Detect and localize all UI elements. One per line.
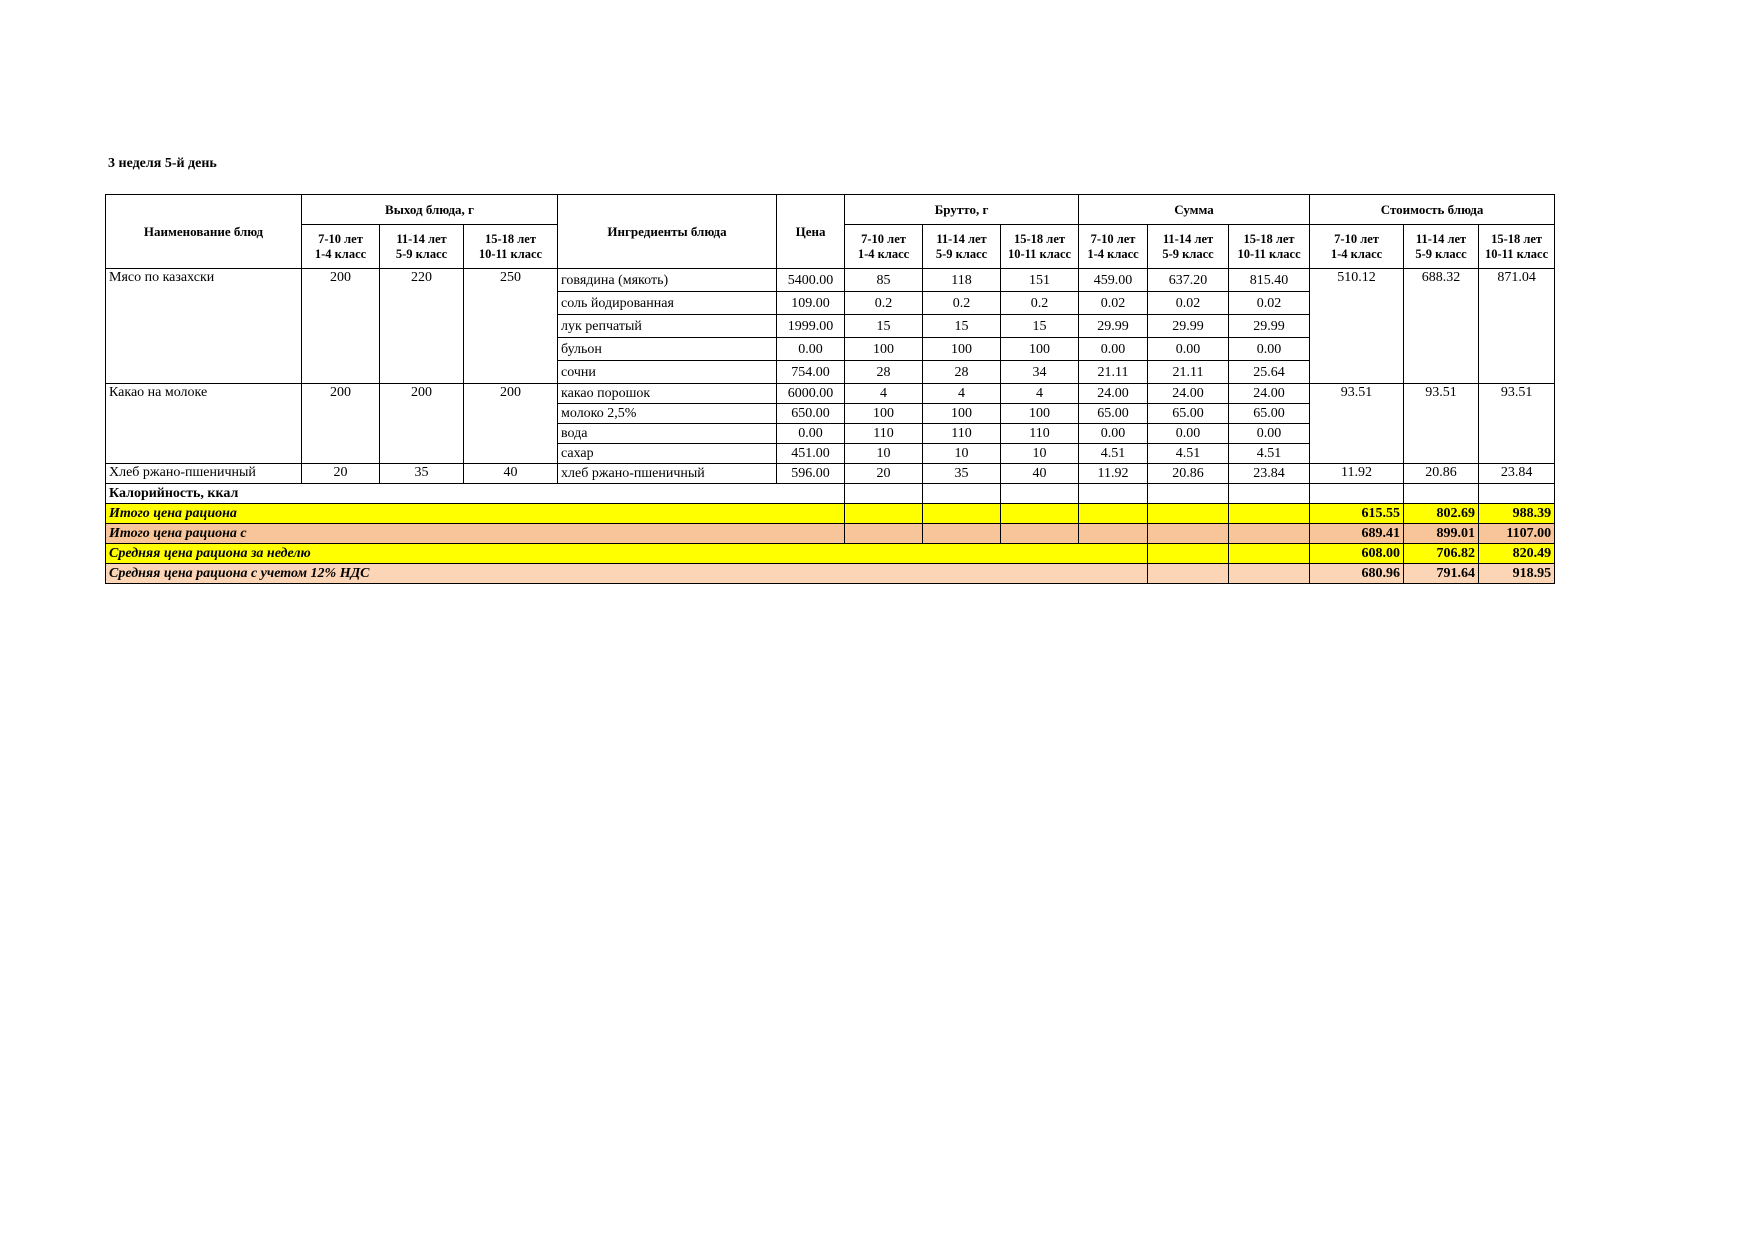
header-sum-age-3: [1229, 225, 1310, 269]
age-label: 11-14 лет: [1162, 231, 1214, 246]
class-label: 5-9 класс: [1415, 246, 1467, 261]
calories-cell: [1229, 484, 1310, 504]
ingredient-name: сахар: [558, 444, 777, 464]
ingredient-sum: 4.51: [1079, 444, 1148, 464]
age-label: 15-18 лет: [485, 231, 536, 246]
summary-row: [106, 524, 1555, 544]
ingredient-brutto: 4: [923, 384, 1001, 404]
header-dish-name: Наименование блюд: [106, 195, 302, 269]
ingredient-brutto: 100: [923, 404, 1001, 424]
age-label: 15-18 лет: [1491, 231, 1543, 246]
ingredient-sum: 11.92: [1079, 464, 1148, 484]
ingredient-sum: 24.00: [1079, 384, 1148, 404]
ingredient-brutto: 100: [845, 338, 923, 361]
ingredient-brutto: 4: [845, 384, 923, 404]
ingredient-sum: 0.00: [1229, 338, 1310, 361]
summary-value: 689.41: [1310, 524, 1404, 544]
class-label: 1-4 класс: [314, 246, 367, 261]
summary-blank: [1148, 524, 1229, 544]
summary-blank: [1229, 504, 1310, 524]
header-output-age-3: [464, 225, 558, 269]
ingredient-sum: 65.00: [1079, 404, 1148, 424]
ingredient-brutto: 10: [1001, 444, 1079, 464]
ingredient-sum: 29.99: [1229, 315, 1310, 338]
ingredient-sum: 65.00: [1229, 404, 1310, 424]
summary-blank: [845, 524, 923, 544]
ingredient-name: молоко 2,5%: [558, 404, 777, 424]
ingredient-sum: 0.00: [1229, 424, 1310, 444]
calories-cell: [923, 484, 1001, 504]
ingredient-brutto: 10: [923, 444, 1001, 464]
calories-label: Калорийность, ккал: [106, 484, 845, 504]
header-price: Цена: [777, 195, 845, 269]
ingredient-brutto: 28: [923, 361, 1001, 384]
summary-value: 608.00: [1310, 544, 1404, 564]
dish-output: 200: [302, 269, 380, 384]
ingredient-brutto: 100: [1001, 404, 1079, 424]
ingredient-price: 0.00: [777, 424, 845, 444]
ingredient-sum: 815.40: [1229, 269, 1310, 292]
summary-value: 820.49: [1479, 544, 1555, 564]
summary-blank: [1229, 564, 1310, 584]
dish-output: 250: [464, 269, 558, 384]
class-label: 1-4 класс: [857, 246, 910, 261]
ingredient-sum: 21.11: [1079, 361, 1148, 384]
summary-blank: [1148, 504, 1229, 524]
header-cost-age-2: [1404, 225, 1479, 269]
summary-label: Средняя цена рациона с учетом 12% НДС: [106, 564, 1148, 584]
dish-cost: 510.12: [1310, 269, 1404, 384]
ingredient-sum: 4.51: [1229, 444, 1310, 464]
dish-output: 20: [302, 464, 380, 484]
header-sum: Сумма: [1079, 195, 1310, 225]
summary-value: 899.01: [1404, 524, 1479, 544]
age-label: 7-10 лет: [318, 231, 363, 246]
class-label: 5-9 класс: [935, 246, 988, 261]
summary-label: Средняя цена рациона за неделю: [106, 544, 1148, 564]
summary-blank: [1079, 504, 1148, 524]
dish-cost: 93.51: [1479, 384, 1555, 464]
ingredient-brutto: 85: [845, 269, 923, 292]
ingredient-sum: 0.02: [1229, 292, 1310, 315]
ingredient-brutto: 15: [923, 315, 1001, 338]
header-brutto-age-1: [845, 225, 923, 269]
dish-output: 200: [302, 384, 380, 464]
header-cost-age-1: [1310, 225, 1404, 269]
ingredient-price: 0.00: [777, 338, 845, 361]
ingredient-brutto: 0.2: [923, 292, 1001, 315]
dish-output: 220: [380, 269, 464, 384]
ingredient-brutto: 20: [845, 464, 923, 484]
class-label: 5-9 класс: [1162, 246, 1214, 261]
ingredient-sum: 459.00: [1079, 269, 1148, 292]
calories-row: [106, 484, 1555, 504]
age-label: 11-14 лет: [1415, 231, 1467, 246]
ingredient-brutto: 100: [923, 338, 1001, 361]
summary-blank: [1001, 524, 1079, 544]
age-label: 11-14 лет: [396, 231, 447, 246]
dish-cost: 23.84: [1479, 464, 1555, 484]
class-label: 10-11 класс: [1007, 246, 1072, 261]
ingredient-sum: 25.64: [1229, 361, 1310, 384]
dish-cost: 871.04: [1479, 269, 1555, 384]
ingredient-brutto: 151: [1001, 269, 1079, 292]
calories-cell: [1404, 484, 1479, 504]
ingredient-sum: 21.11: [1148, 361, 1229, 384]
dish-cost: 93.51: [1404, 384, 1479, 464]
dish-name: Какао на молоке: [106, 384, 302, 464]
summary-value: 802.69: [1404, 504, 1479, 524]
summary-blank: [1148, 544, 1229, 564]
summary-row: [106, 544, 1555, 564]
ingredient-name: вода: [558, 424, 777, 444]
ingredient-brutto: 28: [845, 361, 923, 384]
summary-blank: [1079, 524, 1148, 544]
ingredient-brutto: 118: [923, 269, 1001, 292]
ingredient-sum: 4.51: [1148, 444, 1229, 464]
ingredient-price: 5400.00: [777, 269, 845, 292]
ingredient-sum: 0.00: [1148, 338, 1229, 361]
summary-blank: [845, 504, 923, 524]
ingredient-price: 6000.00: [777, 384, 845, 404]
ingredient-brutto: 0.2: [1001, 292, 1079, 315]
summary-row: [106, 564, 1555, 584]
summary-value: 988.39: [1479, 504, 1555, 524]
dish-name: Хлеб ржано-пшеничный: [106, 464, 302, 484]
ingredient-price: 451.00: [777, 444, 845, 464]
dish-cost: 20.86: [1404, 464, 1479, 484]
ingredient-sum: 0.02: [1079, 292, 1148, 315]
dish-output: 40: [464, 464, 558, 484]
summary-value: 615.55: [1310, 504, 1404, 524]
header-sum-age-1: [1079, 225, 1148, 269]
dish-cost: 688.32: [1404, 269, 1479, 384]
summary-blank: [1001, 504, 1079, 524]
ingredient-name: бульон: [558, 338, 777, 361]
class-label: 10-11 класс: [478, 246, 543, 261]
age-label: 7-10 лет: [1090, 231, 1136, 246]
ingredient-sum: 23.84: [1229, 464, 1310, 484]
ingredient-sum: 24.00: [1148, 384, 1229, 404]
header-cost: Стоимость блюда: [1310, 195, 1555, 225]
header-ingredients: Ингредиенты блюда: [558, 195, 777, 269]
ingredient-price: 109.00: [777, 292, 845, 315]
age-label: 7-10 лет: [861, 231, 906, 246]
ingredient-price: 650.00: [777, 404, 845, 424]
age-label: 7-10 лет: [1334, 231, 1379, 246]
summary-value: 1107.00: [1479, 524, 1555, 544]
ingredient-brutto: 100: [1001, 338, 1079, 361]
ingredient-brutto: 110: [1001, 424, 1079, 444]
dish-output: 200: [464, 384, 558, 464]
ingredient-price: 1999.00: [777, 315, 845, 338]
summary-blank: [1148, 564, 1229, 584]
table-row: [106, 464, 1555, 484]
ingredient-sum: 0.00: [1079, 338, 1148, 361]
ingredient-name: хлеб ржано-пшеничный: [558, 464, 777, 484]
ingredient-sum: 0.02: [1148, 292, 1229, 315]
ingredient-brutto: 35: [923, 464, 1001, 484]
header-sum-age-2: [1148, 225, 1229, 269]
summary-blank: [1229, 524, 1310, 544]
header-brutto-age-3: [1001, 225, 1079, 269]
ingredient-name: соль йодированная: [558, 292, 777, 315]
class-label: 5-9 класс: [395, 246, 448, 261]
age-label: 15-18 лет: [1014, 231, 1066, 246]
summary-row: [106, 504, 1555, 524]
ingredient-name: сочни: [558, 361, 777, 384]
table-row: [106, 269, 1555, 292]
ingredient-brutto: 34: [1001, 361, 1079, 384]
ingredient-sum: 0.00: [1148, 424, 1229, 444]
summary-value: 706.82: [1404, 544, 1479, 564]
header-output-age-2: [380, 225, 464, 269]
header-brutto-age-2: [923, 225, 1001, 269]
header-output-age-1: [302, 225, 380, 269]
ingredient-price: 754.00: [777, 361, 845, 384]
ingredient-sum: 65.00: [1148, 404, 1229, 424]
summary-blank: [923, 524, 1001, 544]
ingredient-sum: 29.99: [1079, 315, 1148, 338]
calories-cell: [1079, 484, 1148, 504]
ingredient-brutto: 0.2: [845, 292, 923, 315]
dish-cost: 11.92: [1310, 464, 1404, 484]
summary-blank: [923, 504, 1001, 524]
ingredient-brutto: 15: [1001, 315, 1079, 338]
ingredient-sum: 24.00: [1229, 384, 1310, 404]
ingredient-brutto: 110: [845, 424, 923, 444]
ingredient-brutto: 40: [1001, 464, 1079, 484]
calories-cell: [1479, 484, 1555, 504]
header-cost-age-3: [1479, 225, 1555, 269]
age-label: 11-14 лет: [936, 231, 987, 246]
calories-cell: [1001, 484, 1079, 504]
dish-cost: 93.51: [1310, 384, 1404, 464]
calories-cell: [845, 484, 923, 504]
summary-label: Итого цена рациона с: [106, 524, 845, 544]
summary-value: 680.96: [1310, 564, 1404, 584]
page-title: 3 неделя 5-й день: [108, 156, 217, 171]
ingredient-sum: 637.20: [1148, 269, 1229, 292]
header-brutto: Брутто, г: [845, 195, 1079, 225]
summary-blank: [1229, 544, 1310, 564]
dish-name: Мясо по казахски: [106, 269, 302, 384]
class-label: 10-11 класс: [1237, 246, 1301, 261]
ingredient-name: лук репчатый: [558, 315, 777, 338]
ingredient-brutto: 100: [845, 404, 923, 424]
class-label: 1-4 класс: [1087, 246, 1139, 261]
ingredient-brutto: 4: [1001, 384, 1079, 404]
ingredient-brutto: 15: [845, 315, 923, 338]
ingredient-brutto: 10: [845, 444, 923, 464]
ingredient-price: 596.00: [777, 464, 845, 484]
ingredient-sum: 0.00: [1079, 424, 1148, 444]
age-label: 15-18 лет: [1243, 231, 1295, 246]
summary-value: 918.95: [1479, 564, 1555, 584]
class-label: 1-4 класс: [1330, 246, 1383, 261]
ingredient-brutto: 110: [923, 424, 1001, 444]
header-output: Выход блюда, г: [302, 195, 558, 225]
ingredient-sum: 29.99: [1148, 315, 1229, 338]
ingredient-name: какао порошок: [558, 384, 777, 404]
dish-output: 35: [380, 464, 464, 484]
class-label: 10-11 класс: [1484, 246, 1549, 261]
ingredient-name: говядина (мякоть): [558, 269, 777, 292]
summary-value: 791.64: [1404, 564, 1479, 584]
menu-table: [105, 194, 1555, 584]
calories-cell: [1148, 484, 1229, 504]
dish-output: 200: [380, 384, 464, 464]
summary-label: Итого цена рациона: [106, 504, 845, 524]
calories-cell: [1310, 484, 1404, 504]
ingredient-sum: 20.86: [1148, 464, 1229, 484]
table-row: [106, 384, 1555, 404]
